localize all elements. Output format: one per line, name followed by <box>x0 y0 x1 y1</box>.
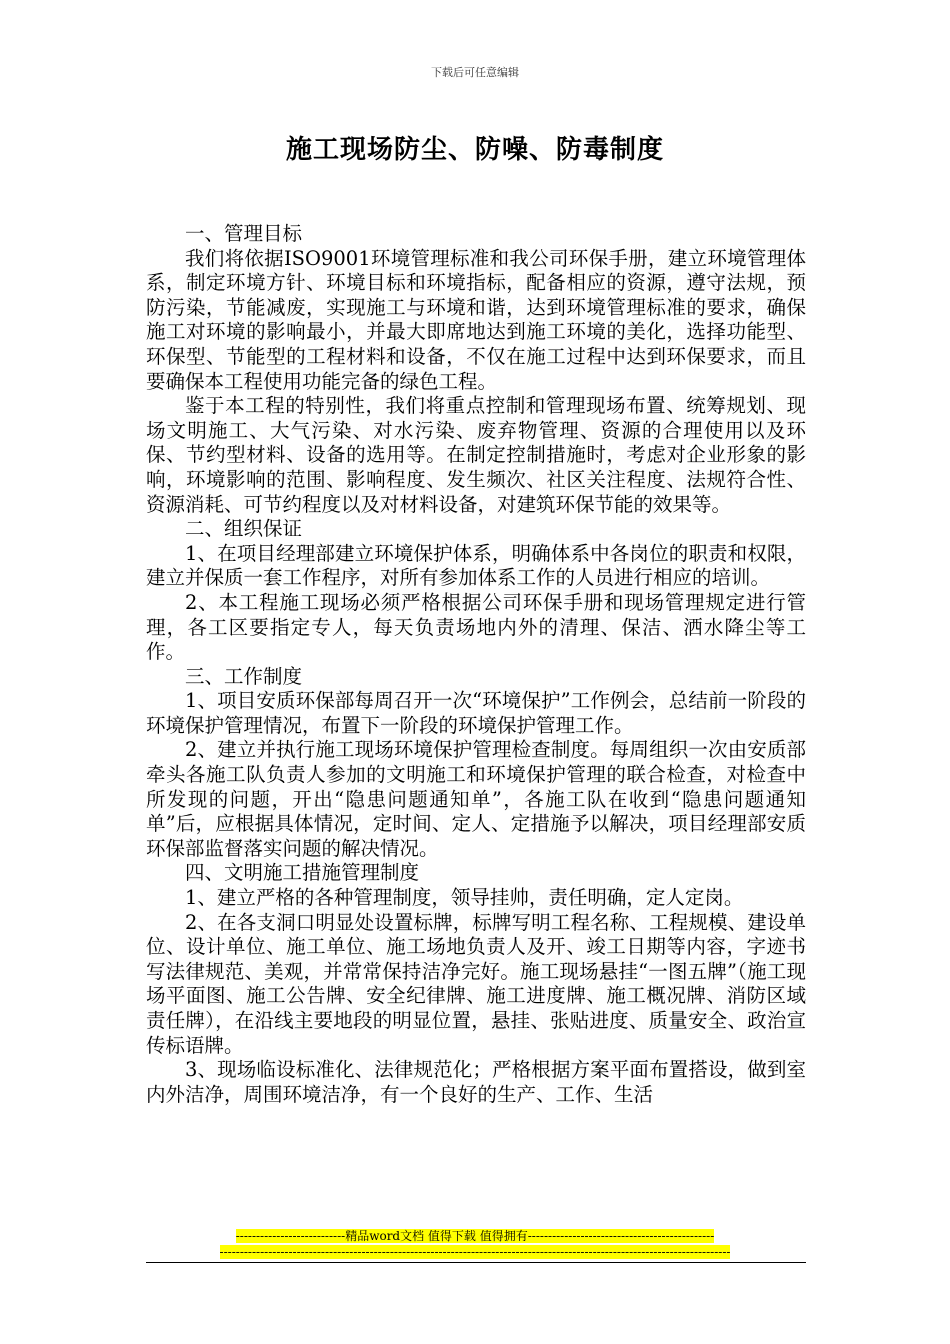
paragraph: 2、建立并执行施工现场环境保护管理检查制度。每周组织一次由安质部牵头各施工队负责人参加的文明施工和环境保护管理的联合检查，对检查中所发现的问题，开出“隐患问题通知单”，各施工队在收到“隐患问题通知单”后，应根据具体情况，定时间、定人、定措施予以解决，项目经理部安质环保部监督落实问题的解决情况。 <box>146 738 806 860</box>
paragraph: 3、现场临设标准化、法律规范化；严格根据方案平面布置搭设，做到室内外洁净，周围环境洁净，有一个良好的生产、工作、生活 <box>146 1058 806 1106</box>
paragraph: 我们将依据ISO9001环境管理标准和我公司环保手册，建立环境管理体系，制定环境方针、环境目标和环境指标，配备相应的资源，遵守法规，预防污染，节能减废，实现施工与环境和谐，达到环境管理标准的要求，确保施工对环境的影响最小，并最大即席地达到施工环境的美化，选择功能型、环保型、节能型的工程材料和设备，不仅在施工过程中达到环保要求，而且要确保本工程使用功能完备的绿色工程。 <box>146 246 806 393</box>
paragraph: 2、在各支洞口明显处设置标牌，标牌写明工程名称、工程规模、建设单位、设计单位、施工单位、施工场地负责人及开、竣工日期等内容，字迹书写法律规范、美观，并常常保持洁净完好。施工现场悬挂“一图五牌”（施工现场平面图、施工公告牌、安全纪律牌、施工进度牌、施工概况牌、消防区域责任牌），在沿线主要地段的明显位置，悬挂、张贴进度、质量安全、政治宣传标语牌。 <box>146 910 806 1057</box>
document-title: 施工现场防尘、防噪、防毒制度 <box>285 135 664 165</box>
paragraph: 1、在项目经理部建立环境保护体系，明确体系中各岗位的职责和权限，建立并保质一套工作程序，对所有参加体系工作的人员进行相应的培训。 <box>146 541 806 590</box>
paragraph: 1、建立严格的各种管理制度，领导挂帅，责任明确，定人定岗。 <box>185 886 744 910</box>
document-body <box>146 222 806 1107</box>
section-heading-4: 四、文明施工措施管理制度 <box>185 861 420 885</box>
paragraph: 鉴于本工程的特别性，我们将重点控制和管理现场布置、统筹规划、现场文明施工、大气污染、对水污染、废弃物管理、资源的合理使用以及环保、节约型材料、设备的选用等。在制定控制措施时，考虑对企业形象的影响，环境影响的范围、影响程度、发生频次、社区关注程度、法规符合性、资源消耗、可节约程度以及对材料设备，对建筑环保节能的效果等。 <box>146 394 806 516</box>
paragraph: 2、本工程施工现场必须严格根据公司环保手册和现场管理规定进行管理，各工区要指定专人，每天负责场地内外的清理、保洁、洒水降尘等工作。 <box>146 590 806 664</box>
header-note: 下载后可任意编辑 <box>431 66 519 79</box>
section-heading-2: 二、组织保证 <box>185 517 303 541</box>
footer-banner <box>172 1228 778 1260</box>
footer-divider <box>146 1262 806 1263</box>
section-heading-1: 一、管理目标 <box>185 222 303 245</box>
paragraph: 1、项目安质环保部每周召开一次“环境保护”工作例会，总结前一阶段的环境保护管理情况，布置下一阶段的环境保护管理工作。 <box>146 689 806 737</box>
section-heading-3: 三、工作制度 <box>185 664 303 688</box>
footer-banner-line-2: ------------------------------------------------------------------------------------------------------------------------------ <box>219 1245 731 1259</box>
footer-banner-line-1: ---------------------------精品word文档 值得下载 值得拥有---------------------------------------------- <box>235 1229 715 1243</box>
